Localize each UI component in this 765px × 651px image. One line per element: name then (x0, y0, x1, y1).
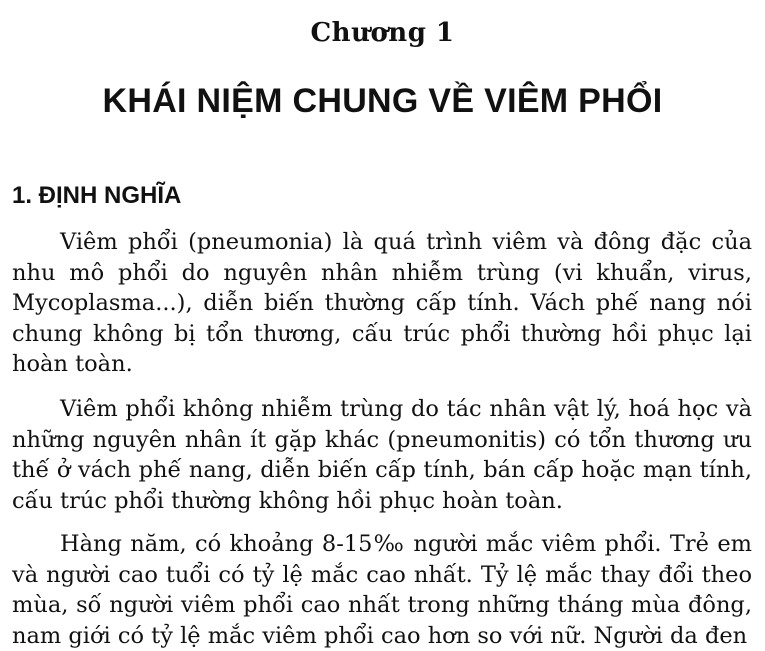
chapter-title: KHÁI NIỆM CHUNG VỀ VIÊM PHỔI (102, 82, 663, 120)
chapter-label: Chương 1 (310, 18, 455, 48)
paragraph-non-infectious: Viêm phổi không nhiễm trùng do tác nhân vật lý, hoá học và những nguyên nhân ít gặp khác (pneumonitis) có tổn thương ưu thế ở vách phế nang, diễn biến cấp tính, bán cấp hoặc mạn tính, cấu trúc phổi thường không hồi phục hoàn toàn. (12, 396, 752, 514)
paragraph-epidemiology: Hàng năm, có khoảng 8-15‰ người mắc viêm phổi. Trẻ em và người cao tuổi có tỷ lệ mắc cao nhất. Tỷ lệ mắc thay đổi theo mùa, số người viêm phổi cao nhất trong những tháng mùa đông, nam giới có tỷ lệ mắc viêm phổi cao hơn so với nữ. Người da đen (12, 531, 752, 649)
section-heading: 1. ĐỊNH NGHĨA (12, 182, 182, 209)
paragraph-definition: Viêm phổi (pneumonia) là quá trình viêm và đông đặc của nhu mô phổi do nguyên nhân nhiễm trùng (vi khuẩn, virus, Mycoplasma...), diễn biến thường cấp tính. Vách phế nang nói chung không bị tổn thương, cấu trúc phổi thường hồi phục lại hoàn toàn. (12, 229, 752, 377)
